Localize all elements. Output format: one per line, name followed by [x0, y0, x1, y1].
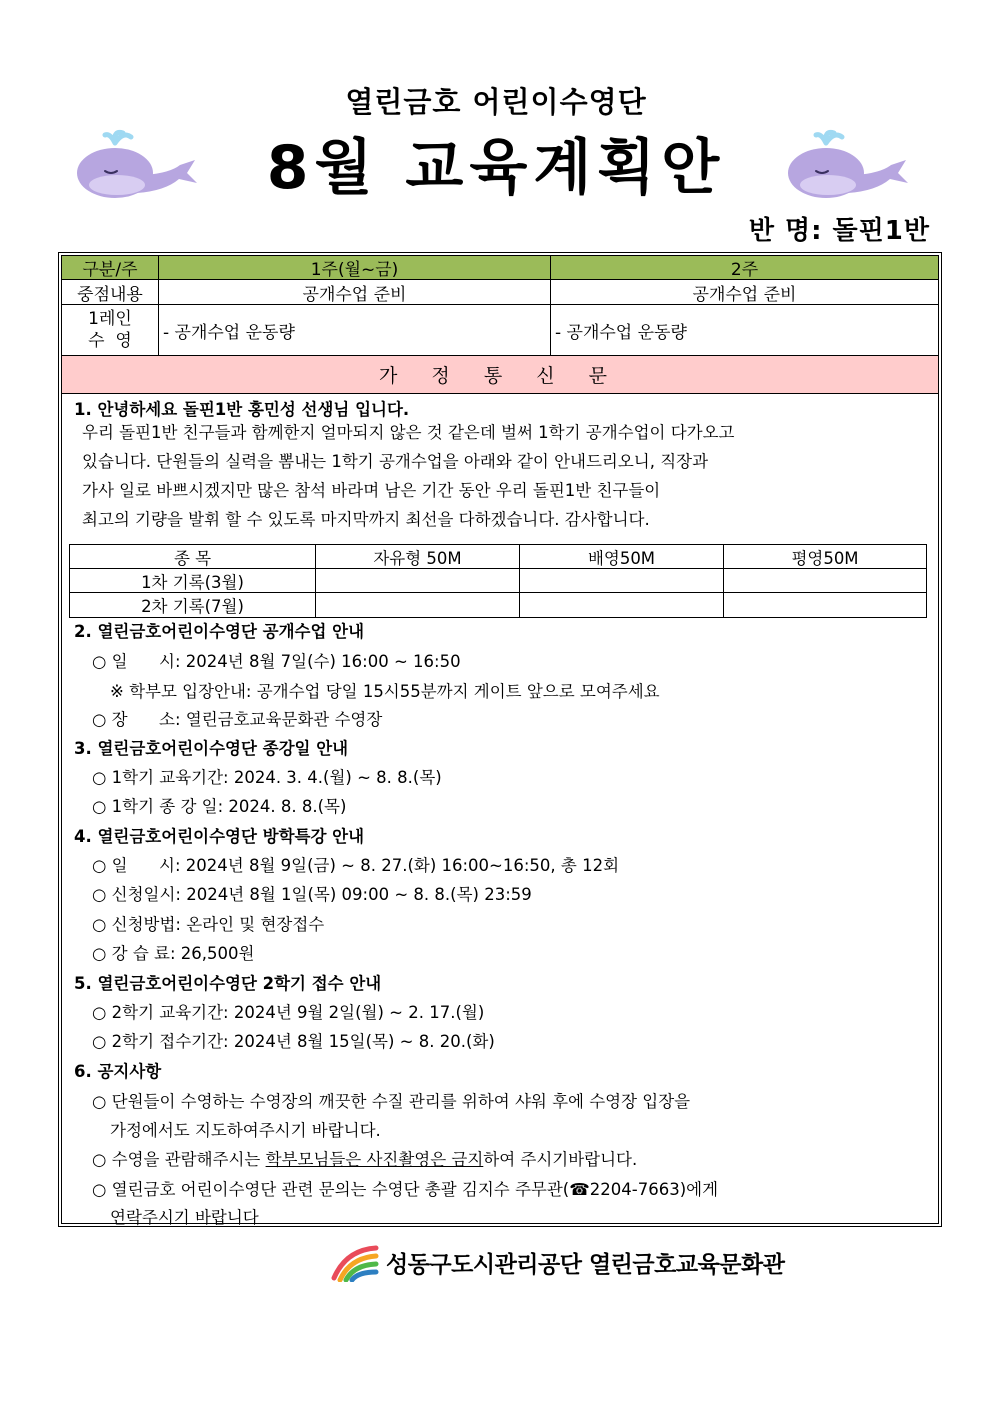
text-line: 가사 일로 바쁘시겠지만 많은 참석 바라며 남은 기간 동안 우리 돌핀1반 친구들이: [82, 481, 661, 500]
text-line: 최고의 기량을 발휘 할 수 있도록 마지막까지 최선을 다하겠습니다. 감사합니다.: [82, 510, 650, 529]
text-line: ○ 일 시: 2024년 8월 9일(금) ~ 8. 27.(화) 16:00~16:50, 총 12회: [92, 856, 620, 875]
section-heading: 4. 열린금호어린이수영단 방학특강 안내: [74, 827, 365, 846]
record-cell: [520, 593, 724, 617]
plan-header-cell: 구분/주: [62, 256, 159, 279]
text-line: ○ 강 습 료: 26,500원: [92, 944, 255, 963]
record-cell: [520, 569, 724, 592]
text-line: ○ 신청일시: 2024년 8월 1일(목) 09:00 ~ 8. 8.(목) 23:59: [92, 885, 532, 904]
record-cell: [724, 569, 926, 592]
record-cell: 2차 기록(7월): [70, 593, 316, 617]
text-line: ○ 2학기 교육기간: 2024년 9월 2일(월) ~ 2. 17.(월): [92, 1003, 485, 1022]
plan-cell: 중점내용: [62, 280, 159, 304]
text-line: 우리 돌핀1반 친구들과 함께한지 얼마되지 않은 것 같은데 벌써 1학기 공개수업이 다가오고: [82, 423, 735, 442]
text-line: ○ 1학기 종 강 일: 2024. 8. 8.(목): [92, 797, 347, 816]
record-cell: [316, 569, 520, 592]
record-cell: [724, 593, 926, 617]
text-span: ○ 수영을 관람해주시는: [92, 1150, 266, 1169]
footer-org: 성동구도시관리공단 열린금호교육문화관: [386, 1251, 785, 1278]
lane-label-line: 1레인: [88, 309, 132, 329]
text-line: ○ 신청방법: 온라인 및 현장접수: [92, 915, 325, 934]
plan-header-cell: 2주: [551, 256, 938, 279]
plan-header-cell: 1주(월~금): [159, 256, 551, 279]
plan-cell: 공개수업 준비: [159, 280, 551, 304]
plan-header-row: [62, 256, 938, 280]
plan-cell: - 공개수업 운동량: [555, 322, 687, 343]
record-header-cell: 종 목: [70, 545, 316, 568]
text-line: 가정에서도 지도하여주시기 바랍니다.: [110, 1121, 381, 1140]
text-line: 연락주시기 바랍니다: [110, 1208, 259, 1227]
document-frame: [58, 252, 942, 1227]
class-name: 반 명: 돌핀1반: [748, 216, 930, 246]
rainbow-logo-icon: [330, 1242, 380, 1282]
record-header-cell: 평영50M: [791, 548, 859, 568]
plan-focus-row: [62, 280, 938, 305]
notice-title: 가 정 통 신 문: [62, 356, 938, 394]
text-line: 있습니다. 단원들의 실력을 뽐내는 1학기 공개수업을 아래와 같이 안내드리오니, 직장과: [82, 452, 709, 471]
plan-lane-label: [62, 305, 159, 355]
section-heading: 1. 안녕하세요 돌핀1반 홍민성 선생님 입니다.: [74, 400, 410, 419]
text-line: ○ 1학기 교육기간: 2024. 3. 4.(월) ~ 8. 8.(목): [92, 768, 442, 787]
header-subtitle: 열린금호 어린이수영단: [345, 85, 647, 119]
plan-cell: 공개수업 준비: [692, 284, 797, 305]
record-table: [69, 544, 927, 618]
text-span: 하여 주시기바랍니다.: [483, 1150, 638, 1169]
text-line: ○ 단원들이 수영하는 수영장의 깨끗한 수질 관리를 위하여 샤워 후에 수영장 입장을: [92, 1092, 691, 1111]
record-header-cell: 자유형 50M: [316, 545, 520, 568]
record-row: [70, 593, 926, 617]
whale-icon: [786, 125, 911, 200]
text-line: ○ 2학기 접수기간: 2024년 8월 15일(목) ~ 8. 20.(화): [92, 1032, 495, 1051]
text-line: ○ 열린금호 어린이수영단 관련 문의는 수영단 총괄 김지수 주무관(☎2204-7663)에게: [92, 1180, 719, 1199]
text-line: ※ 학부모 입장안내: 공개수업 당일 15시55분까지 게이트 앞으로 모여주세요: [110, 682, 660, 701]
page-title: 8월 교육계획안: [266, 133, 726, 203]
text-line: ○ 일 시: 2024년 8월 7일(수) 16:00 ~ 16:50: [92, 652, 461, 671]
record-row: [70, 569, 926, 593]
section-heading: 2. 열린금호어린이수영단 공개수업 안내: [74, 622, 365, 641]
record-header-cell: 배영50M: [520, 545, 724, 568]
text-line: ○ 장 소: 열린금호교육문화관 수영장: [92, 710, 383, 729]
record-header-row: [70, 545, 926, 569]
underlined-text: 학부모님들은 사진촬영은 금지: [265, 1150, 484, 1169]
section-heading: 3. 열린금호어린이수영단 종강일 안내: [74, 739, 349, 758]
record-cell: [316, 593, 520, 617]
record-cell: 1차 기록(3월): [70, 569, 316, 592]
notice-item-photo: [92, 1145, 938, 1174]
lane-label-line: 수 영: [88, 331, 132, 351]
plan-cell: - 공개수업 운동량: [159, 305, 551, 355]
plan-lane-row: [62, 305, 938, 356]
section-heading: 6. 공지사항: [74, 1062, 162, 1081]
section-heading: 5. 열린금호어린이수영단 2학기 접수 안내: [74, 974, 382, 993]
footer: [330, 1242, 784, 1282]
